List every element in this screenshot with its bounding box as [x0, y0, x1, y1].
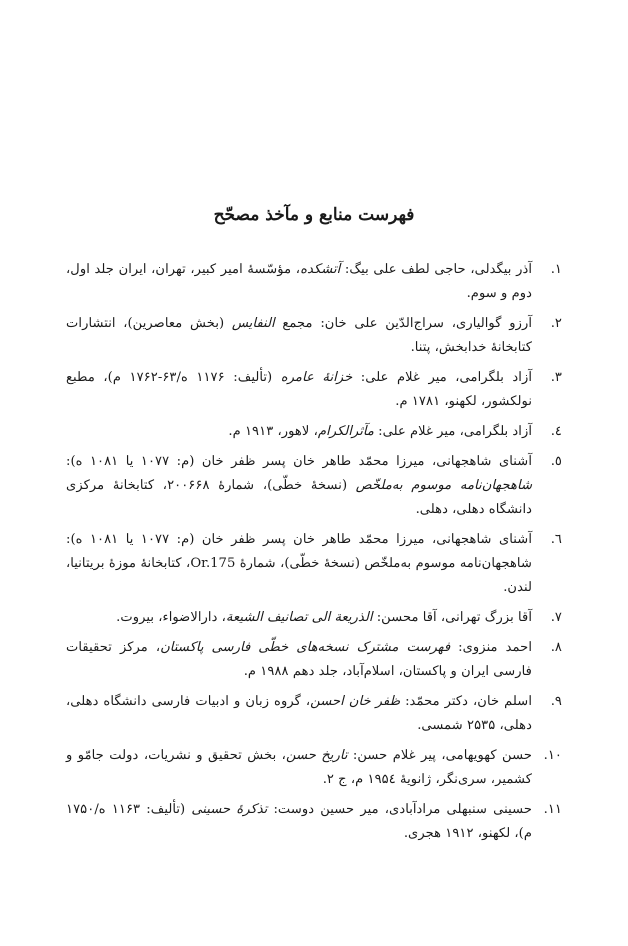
reference-text-segment: آقا بزرگ تهرانی، آقا محسن: [372, 610, 532, 625]
reference-item [66, 366, 562, 414]
reference-title-segment: شاهجهان‌نامه موسوم به‌ملخّص [355, 478, 533, 493]
reference-item [66, 258, 562, 306]
reference-title-segment: تذکرهٔ حسینی [191, 802, 268, 817]
page-title: فهرست منابع و مآخذ مصحّح [213, 205, 415, 225]
reference-item [66, 528, 562, 600]
reference-number: ٦. [550, 532, 562, 547]
reference-text-segment: حسینی سنبهلی مرادآبادی، میر حسین دوست: [267, 802, 532, 817]
reference-number: ۱۰. [543, 748, 562, 763]
reference-title-segment: تاریخ حسن [285, 748, 348, 763]
reference-text [66, 262, 532, 301]
reference-item [66, 450, 562, 522]
reference-title-segment: النفایس [231, 316, 275, 331]
reference-text-segment: (تألیف: ۱۱۷۶ ه/۶۳-۱۷۶۲ م)، مطبع نولکشور، لکهنو، ۱۷۸۱ م. [66, 370, 532, 409]
reference-text-segment: آزاد بلگرامی، میر غلام علی: [352, 370, 532, 385]
reference-title-segment: الذریعة الی تصانیف الشیعة [225, 610, 373, 625]
reference-text-segment: ، گروه زبان و ادبیات فارسی دانشگاه دهلی، دهلی، ۲۵۳۵ شمسی. [66, 694, 532, 733]
reference-text-segment: ، مؤسّسهٔ امیر کبیر، تهران، ایران جلد اول، دوم و سوم. [66, 262, 532, 301]
reference-text-segment: ، لاهور، ۱۹۱۳ م. [228, 424, 318, 439]
reference-number: ۹. [550, 694, 562, 709]
reference-item [66, 606, 562, 630]
reference-title-segment: فهرست مشترک نسخه‌های خطّی فارسی پاکستان [160, 640, 451, 655]
reference-number: ۳. [550, 370, 562, 385]
reference-text [66, 454, 532, 517]
reference-item [66, 420, 562, 444]
reference-number: ۷. [550, 610, 562, 625]
reference-text-segment: ، بخش تحقیق و نشریات، دولت جامّو و کشمیر، سری‌نگر، ژانویهٔ ۱۹۵٤ م، ج ۲. [66, 748, 532, 787]
reference-text [116, 610, 532, 625]
reference-item [66, 798, 562, 846]
reference-text [66, 316, 532, 355]
reference-text-segment: اسلم خان، دکتر محمّد: [400, 694, 533, 709]
reference-text-segment: (بخش معاصرین)، انتشارات کتابخانهٔ خدابخش، پتنا. [66, 316, 532, 355]
reference-number: ۲. [550, 316, 562, 331]
reference-number: ۱۱. [543, 802, 562, 817]
reference-title-segment: آتشکده [300, 262, 341, 277]
reference-title-segment: خزانهٔ عامره [280, 370, 353, 385]
reference-text-segment: ، مرکز تحقیقات فارسی ایران و پاکستان، اسلام‌آباد، جلد دهم ۱۹۸۸ م. [66, 640, 532, 679]
reference-text-segment: احمد منزوی: [450, 640, 532, 655]
reference-text-segment: آزاد بلگرامی، میر غلام علی: [373, 424, 532, 439]
reference-number: ٤. [550, 424, 562, 439]
reference-title-segment: ظفر خان احسن [310, 694, 401, 709]
reference-item [66, 312, 562, 360]
reference-text-segment: (تألیف: ۱۱۶۳ ه/۱۷۵۰ م)، لکهنو، ۱۹۱۲ هجری. [66, 802, 532, 841]
reference-text-segment: (نسخهٔ خطّی)، شمارهٔ ۲۰۰۶۶۸، کتابخانهٔ مرکزی دانشگاه دهلی، دهلی. [66, 478, 532, 517]
reference-list [66, 258, 562, 852]
reference-text-segment: آشنای شاهجهانی، میرزا محمّد طاهر خان پسر ظفر خان (م: ۱۰۷۷ یا ۱۰۸۱ ه): [66, 454, 532, 469]
reference-text-segment: حسن کهویهامی، پیر غلام حسن: [347, 748, 532, 763]
reference-text [66, 748, 532, 787]
reference-text [66, 694, 532, 733]
reference-text [66, 802, 532, 841]
reference-item [66, 636, 562, 684]
reference-text [228, 424, 532, 439]
reference-text [66, 370, 532, 409]
reference-text-segment: آذر بیگدلی، حاجی لطف علی بیگ: [340, 262, 532, 277]
reference-number: ۱. [550, 262, 562, 277]
reference-number: ۸. [550, 640, 562, 655]
reference-number: ٥. [550, 454, 562, 469]
reference-item [66, 690, 562, 738]
reference-text [66, 532, 532, 595]
reference-text-segment: آشنای شاهجهانی، میرزا محمّد طاهر خان پسر ظفر خان (م: ۱۰۷۷ یا ۱۰۸۱ ه): شاهجهان‌نامه موسوم به‌ملخّص (نسخهٔ خطّی)، شمارهٔ Or.175، کتابخانهٔ موزهٔ بریتانیا، لندن. [66, 532, 532, 595]
reference-text-segment: آرزو گوالیاری، سراج‌الدّین علی خان: مجمع [274, 316, 532, 331]
reference-item [66, 744, 562, 792]
reference-text [66, 640, 532, 679]
reference-title-segment: مآثرالکرام [317, 424, 374, 439]
reference-text-segment: ، دارالاضواء، بیروت. [116, 610, 226, 625]
